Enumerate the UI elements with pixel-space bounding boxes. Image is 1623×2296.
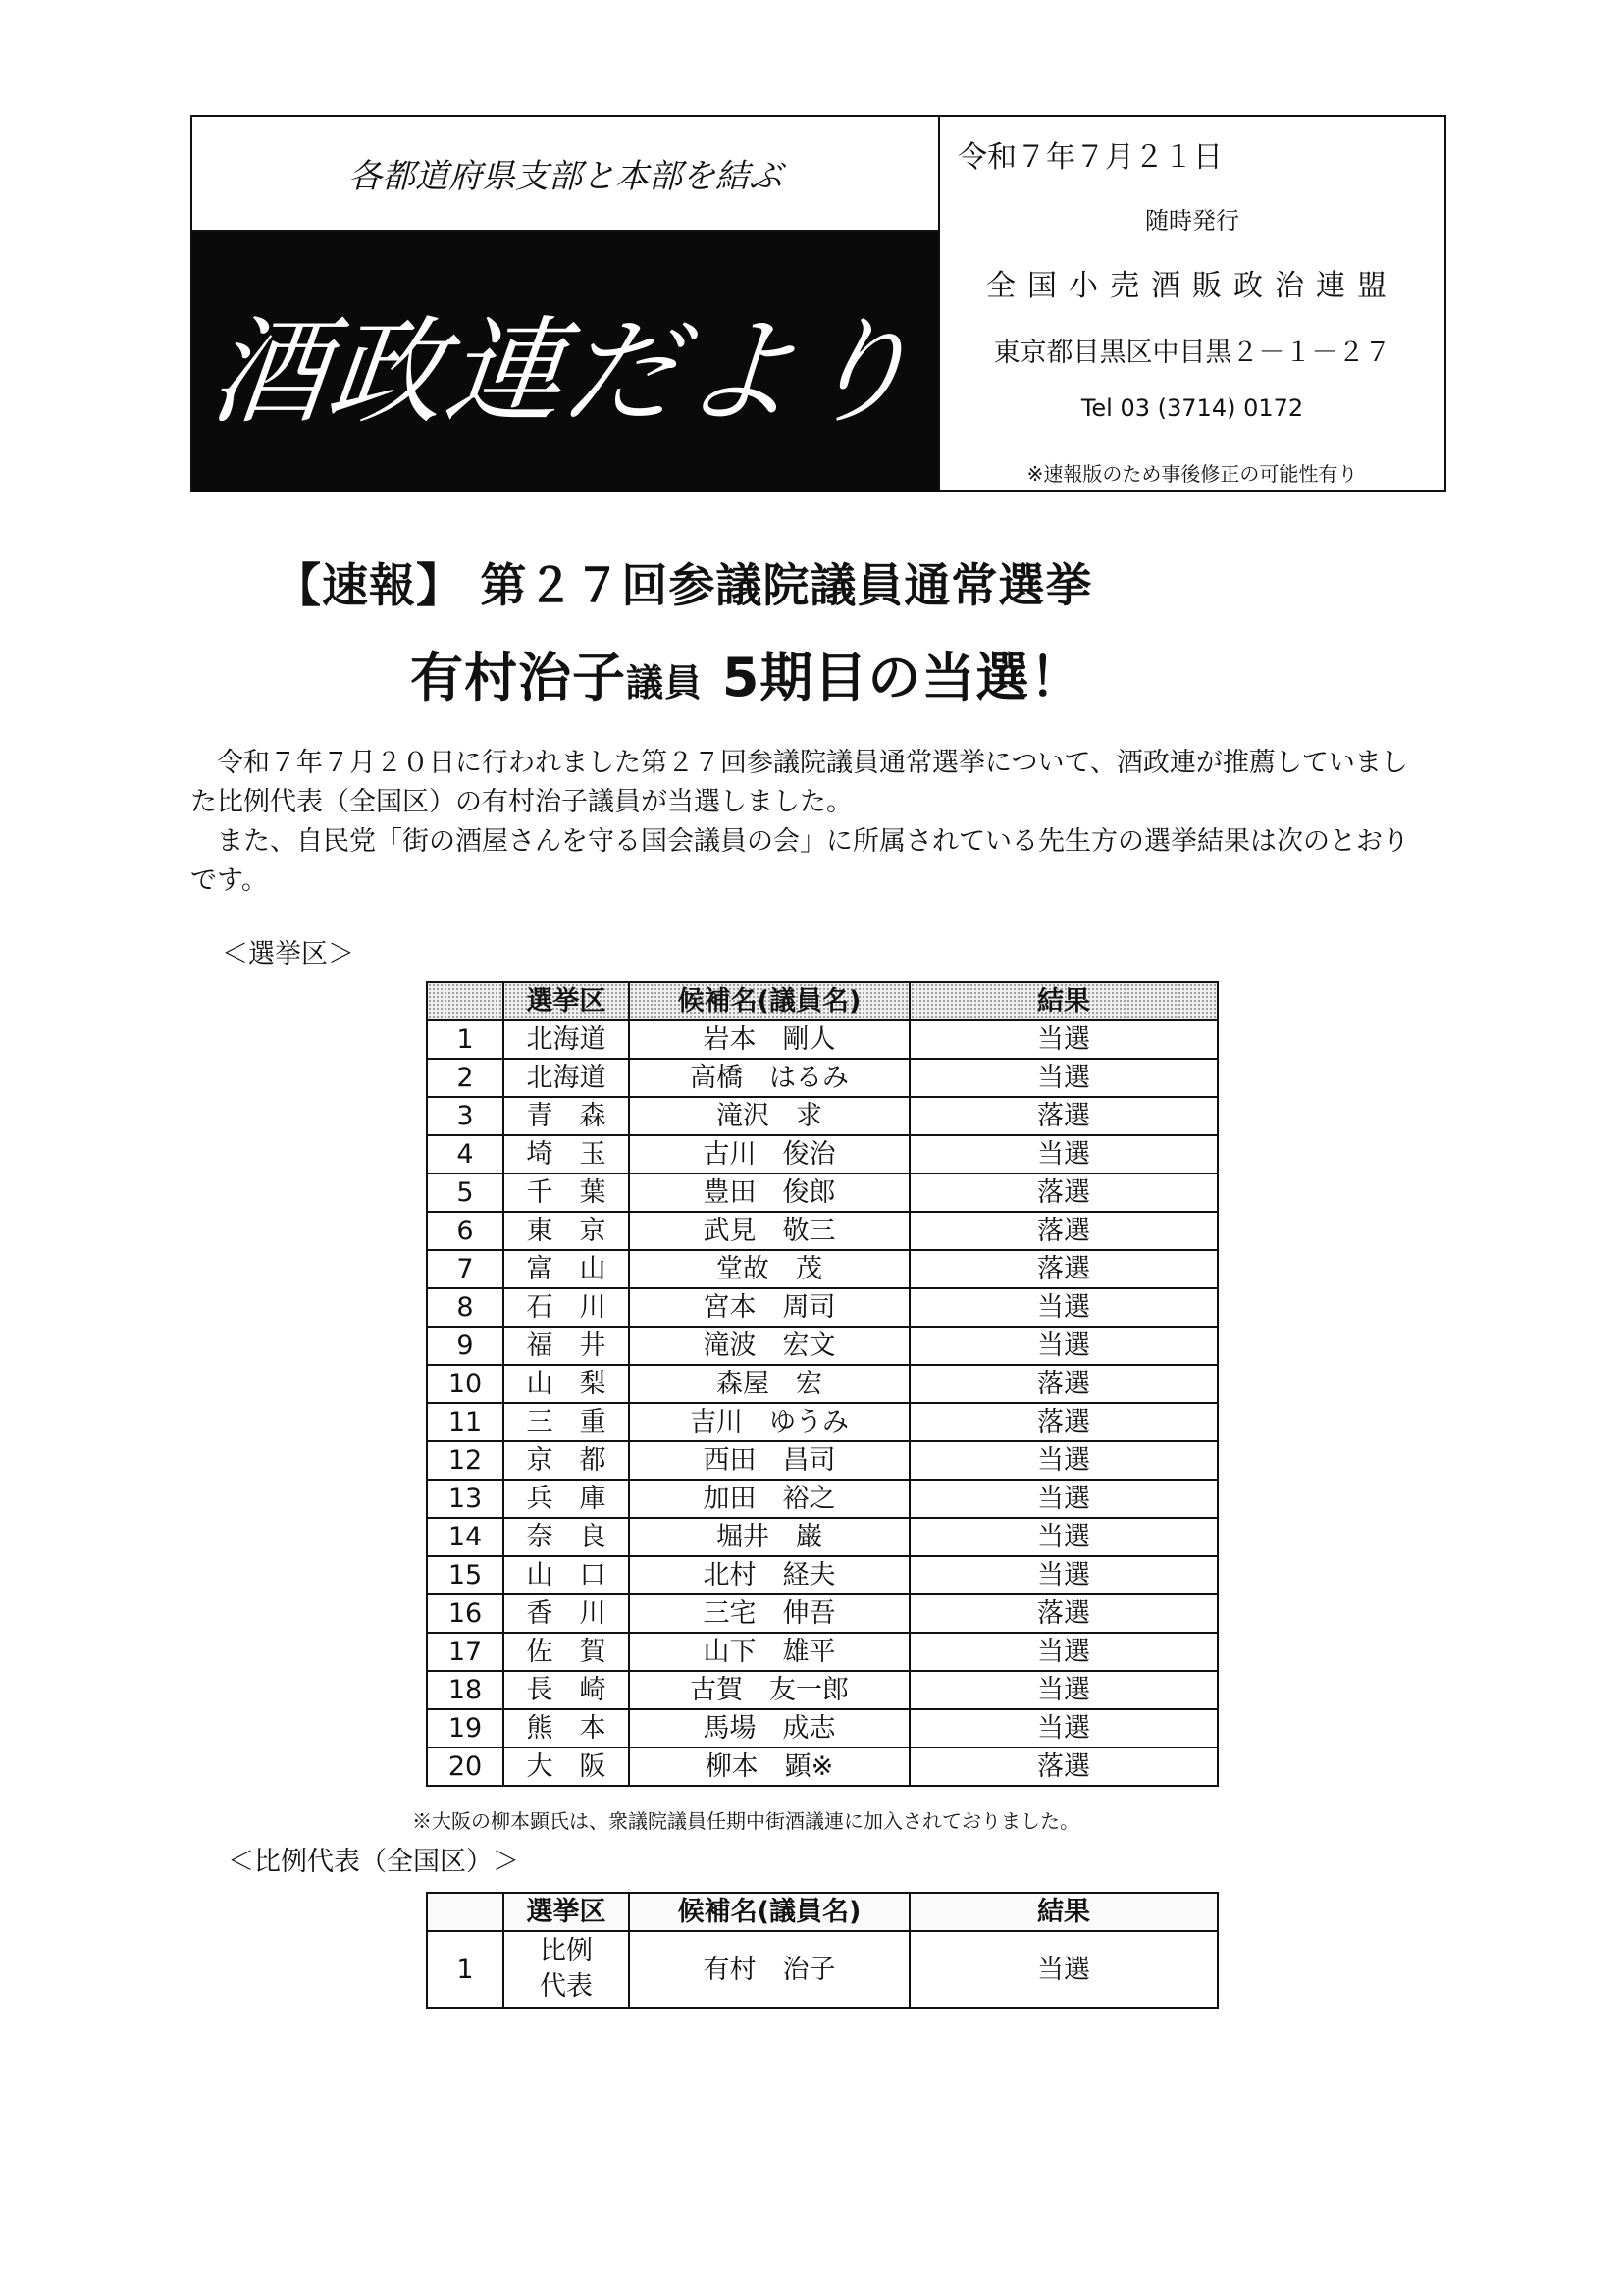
row-district-line2: 代表 [540,1971,593,2002]
row-result: 落選 [910,1365,1218,1403]
row-candidate: 三宅 伸吾 [629,1594,910,1633]
masthead-info [940,117,1444,490]
row-district: 北海道 [503,1020,629,1059]
row-number: 8 [427,1288,503,1327]
row-candidate: 柳本 顕※ [629,1748,910,1786]
organization-tel: Tel 03 (3714) 0172 [1080,394,1304,422]
organization-address: 東京都目黒区中目黒２－１－２７ [993,338,1391,368]
row-district-line1: 比例 [540,1936,593,1966]
row-candidate: 滝沢 求 [629,1097,910,1135]
district-results-table [426,981,1219,1787]
table-row [427,1633,1218,1671]
row-number: 20 [427,1748,503,1786]
row-number: 10 [427,1365,503,1403]
row-result: 落選 [910,1403,1218,1441]
table-row [427,1212,1218,1250]
row-district: 大 阪 [503,1748,629,1786]
row-result: 当選 [910,1480,1218,1518]
row-number: 11 [427,1403,503,1441]
headline-title-suffix: 議員 [626,661,704,704]
row-district: 富 山 [503,1250,629,1288]
row-number: 3 [427,1097,503,1135]
table-row [427,1480,1218,1518]
row-candidate: 宮本 周司 [629,1288,910,1327]
row-district: 福 井 [503,1327,629,1365]
table-row [427,1671,1218,1709]
row-number: 1 [427,1931,503,2008]
table-row [427,1594,1218,1633]
row-number: 13 [427,1480,503,1518]
table-row [427,1518,1218,1556]
row-district: 兵 庫 [503,1480,629,1518]
row-district: 京 都 [503,1441,629,1480]
row-district: 奈 良 [503,1518,629,1556]
district-section-label: ＜選挙区＞ [222,939,354,969]
row-number: 6 [427,1212,503,1250]
header-district: 選挙区 [503,1893,629,1931]
row-number: 19 [427,1709,503,1748]
row-district: 佐 賀 [503,1633,629,1671]
preliminary-note: ※速報版のため事後修正の可能性有り [1026,462,1358,486]
row-result: 落選 [910,1250,1218,1288]
row-district: 山 梨 [503,1365,629,1403]
row-candidate: 堂故 茂 [629,1250,910,1288]
row-result: 当選 [910,1518,1218,1556]
row-number: 5 [427,1174,503,1212]
row-result: 落選 [910,1594,1218,1633]
row-number: 1 [427,1020,503,1059]
headline-line1: 【速報】 第２７回参議院議員通常選挙 [275,559,1093,613]
masthead-title-block [192,232,938,492]
row-number: 4 [427,1135,503,1174]
row-result: 当選 [910,1671,1218,1709]
header-result: 結果 [910,1893,1218,1931]
row-result: 当選 [910,1020,1218,1059]
row-number: 15 [427,1556,503,1594]
row-district: 北海道 [503,1059,629,1097]
row-result: 当選 [910,1556,1218,1594]
table-row [427,1709,1218,1748]
masthead [190,115,1446,492]
row-district: 熊 本 [503,1709,629,1748]
table-row [427,1250,1218,1288]
row-district: 千 葉 [503,1174,629,1212]
body-paragraph-2: また、自民党「街の酒屋さんを守る国会議員の会」に所属されている先生方の選挙結果は次のとおりです。 [190,826,1409,896]
table-row [427,1288,1218,1327]
row-candidate: 森屋 宏 [629,1365,910,1403]
row-result: 落選 [910,1097,1218,1135]
row-candidate: 豊田 俊郎 [629,1174,910,1212]
row-district: 石 川 [503,1288,629,1327]
table-row [427,1931,1218,2008]
row-result: 落選 [910,1748,1218,1786]
row-number: 2 [427,1059,503,1097]
table-row [427,1441,1218,1480]
row-district: 青 森 [503,1097,629,1135]
table-row [427,1327,1218,1365]
row-candidate: 武見 敬三 [629,1212,910,1250]
row-result: 当選 [910,1633,1218,1671]
row-candidate: 北村 経夫 [629,1556,910,1594]
table-row [427,1748,1218,1786]
header-district: 選挙区 [503,982,629,1020]
table-row [427,1135,1218,1174]
row-district: 東 京 [503,1212,629,1250]
row-result: 当選 [910,1327,1218,1365]
row-candidate: 堀井 巌 [629,1518,910,1556]
header-result: 結果 [910,982,1218,1020]
row-candidate: 西田 昌司 [629,1441,910,1480]
row-district [503,1931,629,2008]
headline-result: 5期目の当選！ [703,647,1084,708]
row-number: 12 [427,1441,503,1480]
issue-date: 令和７年７月２１日 [958,140,1223,175]
header-no [427,1893,503,1931]
district-footnote: ※大阪の柳本顕氏は、衆議院議員任期中街酒議連に加入されておりました。 [412,1809,1079,1833]
table-header-row [427,1893,1218,1931]
row-candidate: 古賀 友一郎 [629,1671,910,1709]
row-candidate: 吉川 ゆうみ [629,1403,910,1441]
pr-results-table [426,1892,1219,2009]
issue-frequency: 随時発行 [1145,207,1239,235]
row-result: 落選 [910,1174,1218,1212]
row-number: 9 [427,1327,503,1365]
table-header-row [427,982,1218,1020]
masthead-left [192,117,940,490]
row-candidate: 古川 俊治 [629,1135,910,1174]
row-number: 7 [427,1250,503,1288]
row-candidate: 加田 裕之 [629,1480,910,1518]
body-paragraph-1: 令和７年７月２０日に行われました第２７回参議院議員通常選挙について、酒政連が推薦していました比例代表（全国区）の有村治子議員が当選しました。 [190,748,1408,817]
row-result: 当選 [910,1135,1218,1174]
row-district: 山 口 [503,1556,629,1594]
table-row [427,1174,1218,1212]
row-result: 当選 [910,1059,1218,1097]
table-row [427,1403,1218,1441]
row-district: 埼 玉 [503,1135,629,1174]
row-number: 18 [427,1671,503,1709]
organization-name: 全国小売酒販政治連盟 [986,269,1398,303]
row-number: 16 [427,1594,503,1633]
row-number: 14 [427,1518,503,1556]
row-candidate: 岩本 剛人 [629,1020,910,1059]
row-candidate: 有村 治子 [629,1931,910,2008]
table-row [427,1020,1218,1059]
row-candidate: 山下 雄平 [629,1633,910,1671]
row-result: 落選 [910,1212,1218,1250]
header-candidate: 候補名(議員名) [629,982,910,1020]
row-result: 当選 [910,1288,1218,1327]
row-result: 当選 [910,1931,1218,2008]
masthead-tagline: 各都道府県支部と本部を結ぶ [192,117,938,232]
row-number: 17 [427,1633,503,1671]
row-result: 当選 [910,1709,1218,1748]
row-candidate: 馬場 成志 [629,1709,910,1748]
row-district: 三 重 [503,1403,629,1441]
table-row [427,1365,1218,1403]
row-result: 当選 [910,1441,1218,1480]
table-row [427,1059,1218,1097]
row-candidate: 高橋 はるみ [629,1059,910,1097]
header-no [427,982,503,1020]
row-candidate: 滝波 宏文 [629,1327,910,1365]
body-text [190,744,1427,901]
headline-candidate-name: 有村治子 [410,647,626,708]
masthead-title: 酒政連だより [203,303,925,440]
headline-line2 [0,636,1623,711]
table-row [427,1097,1218,1135]
row-district: 長 崎 [503,1671,629,1709]
pr-section-label: ＜比例代表（全国区）＞ [228,1847,519,1877]
table-row [427,1556,1218,1594]
header-candidate: 候補名(議員名) [629,1893,910,1931]
row-district: 香 川 [503,1594,629,1633]
